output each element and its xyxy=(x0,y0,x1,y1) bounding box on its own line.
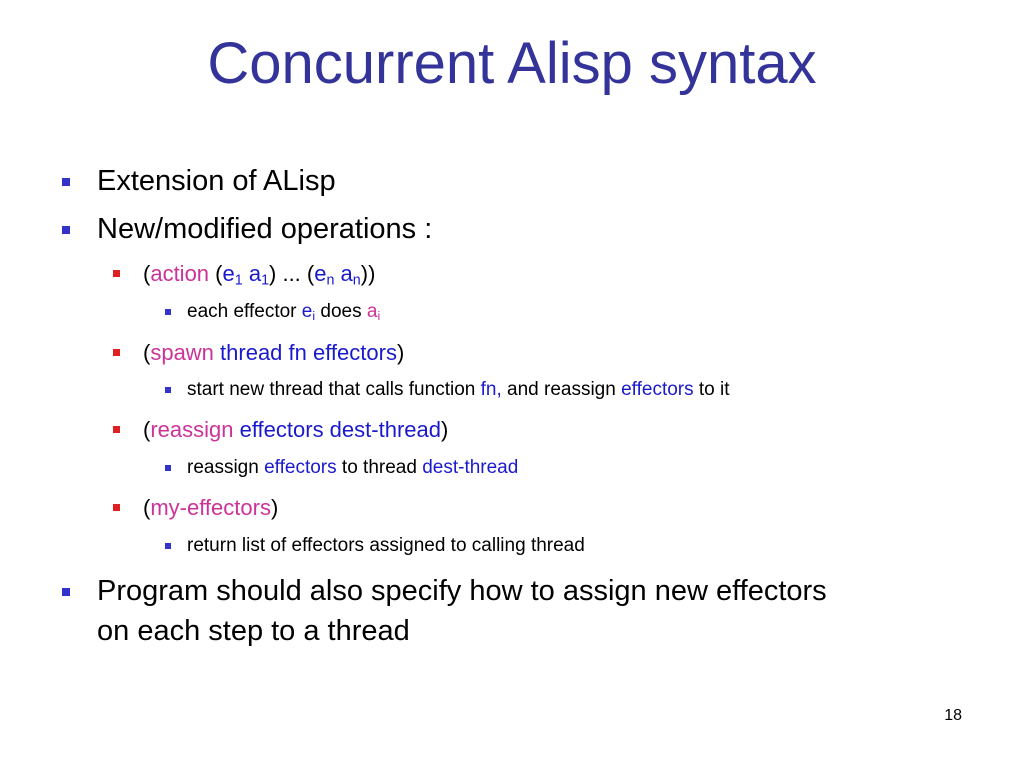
arg-dest-thread: dest-thread xyxy=(422,457,519,478)
op-my-effectors-desc: return list of effectors assigned to calling thread xyxy=(187,535,585,556)
desc-text: reassign xyxy=(187,457,265,478)
keyword-action: action xyxy=(150,261,210,286)
square-bullet-icon xyxy=(113,349,120,356)
arg-ai xyxy=(367,301,380,322)
paren-close: ) xyxy=(270,495,279,520)
arg-a: a xyxy=(242,261,262,286)
keyword-my-effectors: my-effectors xyxy=(150,495,271,520)
arg-e: e xyxy=(314,261,327,286)
paren-open: ( xyxy=(143,495,151,520)
arg-e1 xyxy=(222,261,270,289)
square-bullet-icon xyxy=(165,387,171,393)
keyword-reassign: reassign xyxy=(150,417,234,442)
desc-text: to it xyxy=(693,379,730,400)
arg-en xyxy=(314,261,361,289)
op-action-desc xyxy=(187,301,380,323)
subscript: i xyxy=(377,309,381,324)
paren-close: )) xyxy=(360,261,376,286)
subscript: 1 xyxy=(261,272,270,289)
square-bullet-icon xyxy=(62,178,70,186)
arg-a: a xyxy=(366,301,378,322)
desc-text: each effector xyxy=(187,301,302,322)
paren-close: ) xyxy=(440,417,449,442)
arg-e: e xyxy=(222,261,235,286)
square-bullet-icon xyxy=(165,543,171,549)
op-reassign-desc xyxy=(187,457,518,479)
subscript: n xyxy=(352,272,361,289)
arg-e: e xyxy=(301,301,313,322)
arg-effectors: effectors xyxy=(621,379,694,400)
desc-text: and reassign xyxy=(501,379,622,400)
bullet-new-operations: New/modified operations : xyxy=(97,213,433,245)
arg-effectors: effectors xyxy=(264,457,337,478)
spawn-args: thread fn effectors xyxy=(213,340,397,365)
ellipsis-text: ) ... ( xyxy=(269,261,315,286)
op-spawn-desc xyxy=(187,379,730,401)
page-number: 18 xyxy=(944,707,962,724)
bullet-program-line2: on each step to a thread xyxy=(97,615,410,647)
desc-text: start new thread that calls function xyxy=(187,379,481,400)
subscript: 1 xyxy=(234,272,243,289)
desc-text: does xyxy=(315,301,367,322)
subscript: i xyxy=(312,309,316,324)
reassign-args: effectors dest-thread xyxy=(233,417,441,442)
bullet-extension: Extension of ALisp xyxy=(97,165,336,197)
square-bullet-icon xyxy=(165,309,171,315)
arg-a: a xyxy=(334,261,353,286)
paren-open: ( xyxy=(143,417,151,442)
paren-open: ( xyxy=(143,340,151,365)
op-action xyxy=(143,261,375,289)
arg-ei xyxy=(302,301,315,322)
square-bullet-icon xyxy=(113,504,120,511)
bullet-program-line1: Program should also specify how to assign new effectors xyxy=(97,575,827,607)
paren-open: ( xyxy=(143,261,151,286)
paren-close: ) xyxy=(396,340,405,365)
desc-text: to thread xyxy=(336,457,423,478)
op-reassign xyxy=(143,417,448,443)
slide-title: Concurrent Alisp syntax xyxy=(207,31,817,96)
paren-text: ( xyxy=(209,261,223,286)
square-bullet-icon xyxy=(62,226,70,234)
op-my-effectors xyxy=(143,495,278,521)
op-spawn xyxy=(143,340,404,366)
square-bullet-icon xyxy=(165,465,171,471)
square-bullet-icon xyxy=(113,426,120,433)
square-bullet-icon xyxy=(113,270,120,277)
subscript: n xyxy=(326,272,335,289)
keyword-spawn: spawn xyxy=(150,340,214,365)
arg-fn: fn, xyxy=(480,379,502,400)
square-bullet-icon xyxy=(62,588,70,596)
